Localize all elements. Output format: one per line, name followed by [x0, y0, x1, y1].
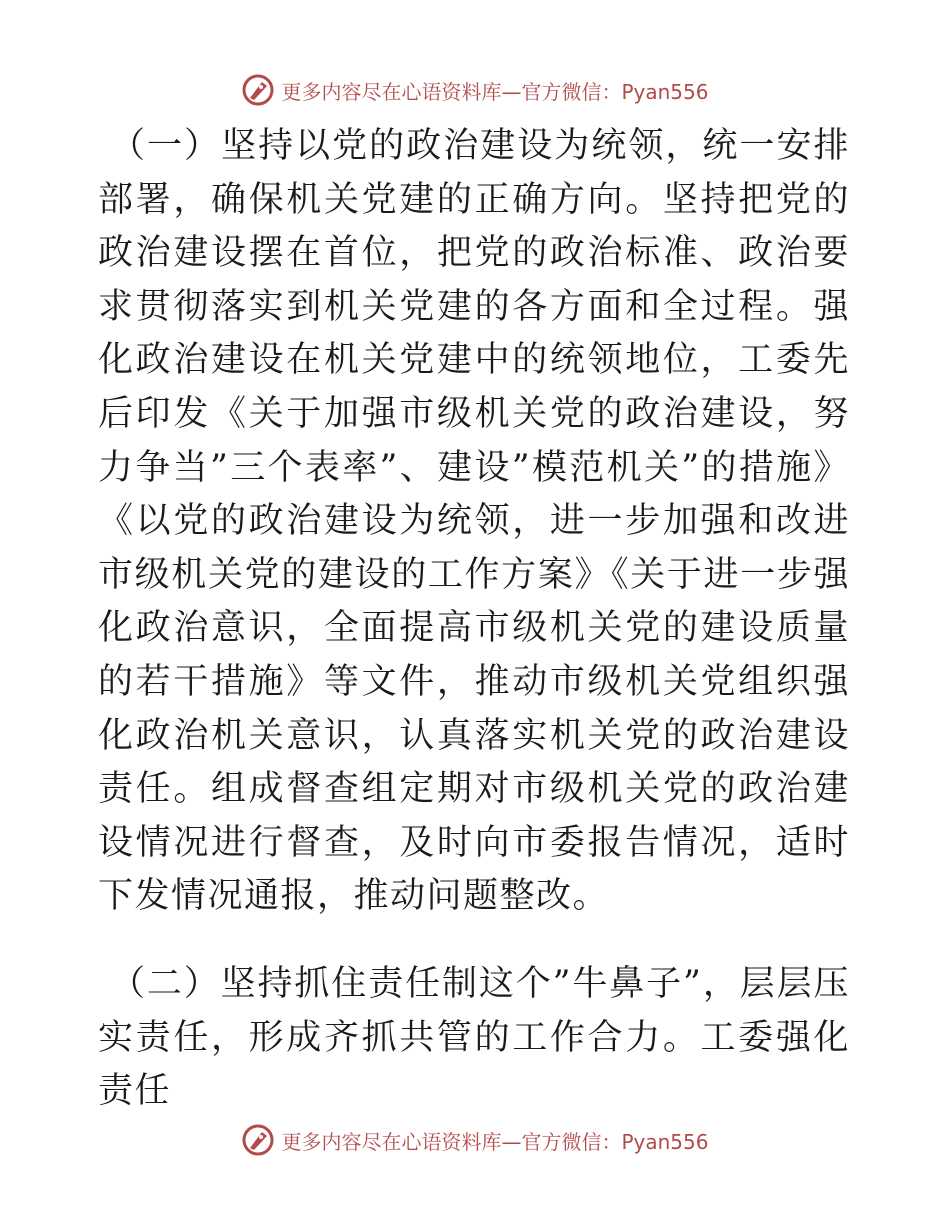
footer-banner	[0, 1120, 950, 1160]
header-banner-text: 更多内容尽在心语资料库—官方微信：Pyan556	[281, 79, 709, 104]
header-banner	[0, 70, 950, 110]
paragraph-2: （二）坚持抓住责任制这个”牛鼻子”，层层压实责任，形成齐抓共管的工作合力。工委强化责任	[98, 963, 850, 1112]
document-body	[98, 120, 850, 1119]
pen-nib-logo-icon	[241, 73, 275, 107]
pen-nib-logo-icon	[241, 1123, 275, 1157]
paragraph-1: （一）坚持以党的政治建设为统领，统一安排部署，确保机关党建的正确方向。坚持把党的政治建设摆在首位，把党的政治标准、政治要求贯彻落实到机关党建的各方面和全过程。强化政治建设在机关党建中的统领地位，工委先后印发《关于加强市级机关党的政治建设，努力争当”三个表率”、建设”模范机关”的措施》《以党的政治建设为统领，进一步加强和改进市级机关党的建设的工作方案》《关于进一步强化政治意识，全面提高市级机关党的建设质量的若干措施》等文件，推动市级机关党组织强化政治机关意识，认真落实机关党的政治建设责任。组成督查组定期对市级机关党的政治建设情况进行督查，及时向市委报告情况，适时下发情况通报，推动问题整改。	[98, 126, 850, 917]
footer-banner-text: 更多内容尽在心语资料库—官方微信：Pyan556	[281, 1129, 709, 1154]
